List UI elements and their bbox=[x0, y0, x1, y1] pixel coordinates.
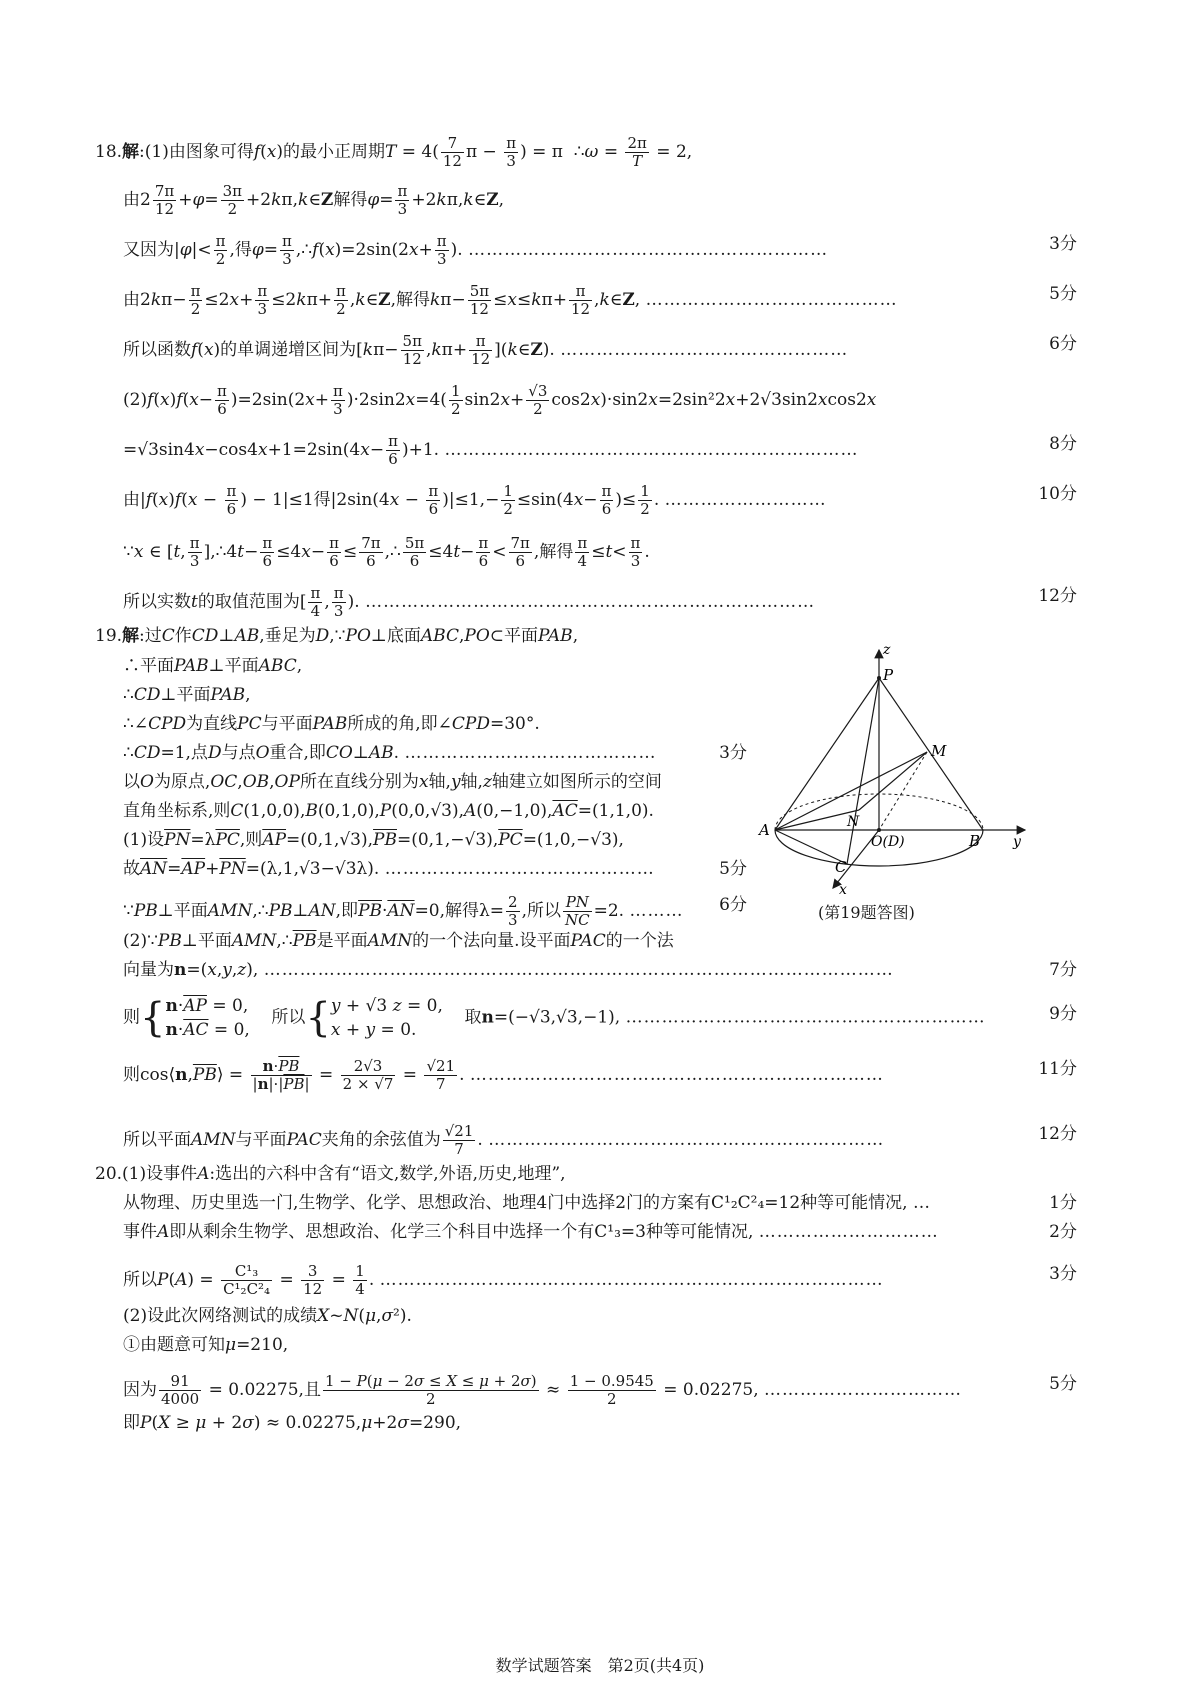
q20-line-1: 20.(1)设事件A:选出的六科中含有“语文,数学,外语,历史,地理”, bbox=[95, 1164, 566, 1184]
q20-line-5: (2)设此次网络测试的成绩X~N(μ,σ²). bbox=[123, 1306, 412, 1326]
q19-line-4: ∴∠CPD为直线PC与平面PAB所成的角,即∠CPD=30°. bbox=[123, 714, 540, 734]
q19-line-6: 以O为原点,OC,OB,OP所在直线分别为x轴,y轴,z轴建立如图所示的空间 bbox=[123, 772, 662, 792]
label-P: P bbox=[883, 666, 894, 684]
q20-score-7: 5分 bbox=[1049, 1374, 1077, 1394]
page-footer: 数学试题答案 第2页(共4页) bbox=[495, 1656, 705, 1675]
q20-score-4: 3分 bbox=[1049, 1264, 1077, 1284]
q19-line-14: 则$\cos⟨n,\overline{PB}⟩$ = $\frac{n\cdot\overline{PB}}{|n|\cdot|\overline{PB}|}$ = $\frac{2√3}{2 \times √7}$ = $\frac{√21}{7}$ . …………………………………………………………… bbox=[123, 1057, 884, 1093]
q19-line-7: 直角坐标系,则$C(1,0,0),B(0,1,0),P(0,0,√3),A(0,-1,0),\overline{AC}=(1,1,0)$. bbox=[123, 801, 654, 821]
q19-score-13: 9分 bbox=[1049, 1004, 1077, 1024]
label-O: O(D) bbox=[871, 834, 905, 850]
edge-PA bbox=[775, 678, 879, 830]
q18-score-5: 6分 bbox=[1049, 334, 1077, 354]
q19-figure-caption: (第19题答图) bbox=[818, 903, 915, 922]
q20-line-6: ①由题意可知μ=210, bbox=[123, 1335, 289, 1355]
q19-score-12: 7分 bbox=[1049, 960, 1077, 980]
label-y: y bbox=[1013, 834, 1021, 850]
q19-line-13: 则{ $n\cdot\overline{AP} = 0$, $n\cdot\overline{AC} = 0$, 所以{ y + √3 z = 0, x + y = 0. 取n=(−√3,√3,−1), …………………………………………………… bbox=[123, 995, 986, 1041]
q20-line-4: 所以P(A) = $\frac{\text{C¹₃}}{\text{C¹₂C²₄}}$ = $\frac{3}{12}$ = $\frac{1}{4}$ . ………………………………………………………………………… bbox=[123, 1262, 884, 1298]
label-B: B bbox=[969, 832, 981, 850]
q19-line-15: 所以平面AMN与平面PAC夹角的余弦值为 $\frac{√21}{7}$ . ………………………………………………………… bbox=[123, 1122, 885, 1158]
q19-line-5: ∴CD=1,点D与点O重合,即CO⊥AB. …………………………………… bbox=[123, 743, 657, 763]
q18-line-3: 又因为|φ|< $\frac{\pi}{2}$ ,得φ= $\frac{\pi}{3}$ ,∴f(x)=2sin(2x+ $\frac{\pi}{3}$ ). …………………………………………………… bbox=[123, 232, 829, 268]
q18-score-7: 8分 bbox=[1049, 434, 1077, 454]
label-N: N bbox=[847, 814, 860, 830]
q20-line-8: 即P(X ≥ μ + 2σ) ≈ 0.02275,μ+2σ=290, bbox=[123, 1413, 462, 1433]
q19-line-11: (2)∵PB⊥平面$AMN,\therefore\overline{PB}$是平面AMN的一个法向量.设平面PAC的一个法 bbox=[123, 931, 674, 951]
q18-score-3: 3分 bbox=[1049, 234, 1077, 254]
q18-line-10: 所以实数t的取值范围为[ $\frac{\pi}{4}$ , $\frac{\pi}{3}$ ). ………………………………………………………………… bbox=[123, 584, 816, 620]
q19-line-12: 向量为n=(x,y,z), …………………………………………………………………………………………… bbox=[123, 960, 894, 980]
q20-score-2: 1分 bbox=[1049, 1193, 1077, 1213]
q19-line-1: 19.解:过C作CD⊥AB,垂足为D,∵PO⊥底面ABC,PO⊂平面PAB, bbox=[95, 626, 579, 646]
label-z: z bbox=[883, 642, 891, 658]
q20-line-7: 因为 $\frac{91}{4000}$ = 0.02275,且 $\frac{1 - P(\mu - 2\sigma \le X \le \mu + 2\sigma)}{2}$ ≈ $\frac{1 - 0.9545}{2}$ = 0.02275, …………………………… bbox=[123, 1372, 963, 1408]
q18-score-4: 5分 bbox=[1049, 284, 1077, 304]
q18-line-6: (2)f(x)f(x− $\frac{\pi}{6}$ )=2sin(2x+ $\frac{\pi}{3}$ )·2sin2x=4( $\frac{1}{2}$ sin2x+ $\frac{√3}{2}$ cos2x)·sin2x=2sin²2x+2√3sin2xcos2x bbox=[123, 382, 877, 418]
q18-score-8: 10分 bbox=[1038, 484, 1077, 504]
q18-line-1: 18.解:(1)由图象可得f(x)的最小正周期T = 4( $\frac{7}{12}$ π − $\frac{\pi}{3}$ ) = π ∴ω = $\frac{2\pi}{T}$ = 2, bbox=[95, 134, 693, 170]
q18-line-2: 由2 $\frac{7\pi}{12}$ +φ= $\frac{3\pi}{2}$ +2kπ,k∈Z解得φ= $\frac{\pi}{3}$ +2kπ,k∈Z, bbox=[123, 182, 505, 218]
q18-line-5: 所以函数f(x)的单调递增区间为[kπ− $\frac{5\pi}{12}$ ,kπ+ $\frac{\pi}{12}$ ](k∈Z). ………………………………………… bbox=[123, 332, 849, 368]
q19-line-2: ∴平面PAB⊥平面ABC, bbox=[123, 656, 303, 676]
q19-score-15: 12分 bbox=[1038, 1124, 1077, 1144]
q19-line-8: (1)设$\overline{PN}=\lambda\overline{PC}$,则$\overline{AP}=(0,1,√3),\overline{PB}=(0,1,-√3),\overline{PC}=(1,0,-√3)$, bbox=[123, 830, 624, 850]
q20-score-3: 2分 bbox=[1049, 1222, 1077, 1242]
q19-score-10: 6分 bbox=[719, 895, 747, 915]
label-C: C bbox=[835, 858, 847, 876]
q18-line-9: ∵x ∈ [t, $\frac{\pi}{3}$ ],∴4t− $\frac{\pi}{6}$ ≤4x− $\frac{\pi}{6}$ ≤ $\frac{7\pi}{6}$ ,∴ $\frac{5\pi}{6}$ ≤4t− $\frac{\pi}{6}$ < $\frac{7\pi}{6}$ ,解得 $\frac{\pi}{4}$ ≤t< $\frac{\pi}{3}$ . bbox=[123, 534, 650, 570]
q19-line-9: 故$\overline{AN}=\overline{AP}+\overline{PN}=(\lambda,1,√3-√3\lambda)$. ……………………………………… bbox=[123, 859, 655, 879]
q20-line-3: 事件A即从剩余生物学、思想政治、化学三个科目中选择一个有C¹₃=3种等可能情况, ………………………… bbox=[123, 1222, 939, 1242]
q18-score-10: 12分 bbox=[1038, 586, 1077, 606]
q18-line-8: 由|f(x)f(x − $\frac{\pi}{6}$ ) − 1|≤1得|2sin(4x − $\frac{\pi}{6}$ )|≤1,− $\frac{1}{2}$ ≤sin(4x− $\frac{\pi}{6}$ )≤ $\frac{1}{2}$ . ……………………… bbox=[123, 482, 827, 518]
q18-line-7: =√3sin4x−cos4x+1=2sin(4x− $\frac{\pi}{6}$ )+1. …………………………………………………………… bbox=[123, 432, 859, 468]
label-M: M bbox=[931, 742, 947, 760]
q19-figure bbox=[755, 640, 1055, 920]
q19-line-10: ∵PB⊥平面AMN,∴PB⊥AN,即$\overline{PB}\cdot\overline{AN}=0$,解得λ= $\frac{2}{3}$ ,所以 $\frac{PN}{NC}$ =2. ……… bbox=[123, 893, 684, 929]
q20-line-2: 从物理、历史里选一门,生物学、化学、思想政治、地理4门中选择2门的方案有C¹₂C²₄=12种等可能情况, … bbox=[123, 1193, 931, 1213]
q19-line-3: ∴CD⊥平面PAB, bbox=[123, 685, 251, 705]
label-A: A bbox=[759, 821, 770, 839]
label-x: x bbox=[839, 882, 847, 898]
q19-score-5: 3分 bbox=[719, 743, 747, 763]
q19-score-14: 11分 bbox=[1038, 1059, 1077, 1079]
q19-score-9: 5分 bbox=[719, 859, 747, 879]
q18-line-4: 由2kπ− $\frac{\pi}{2}$ ≤2x+ $\frac{\pi}{3}$ ≤2kπ+ $\frac{\pi}{2}$ ,k∈Z,解得kπ− $\frac{5\pi}{12}$ ≤x≤kπ+ $\frac{\pi}{12}$ ,k∈Z, …………………………………… bbox=[123, 282, 898, 318]
